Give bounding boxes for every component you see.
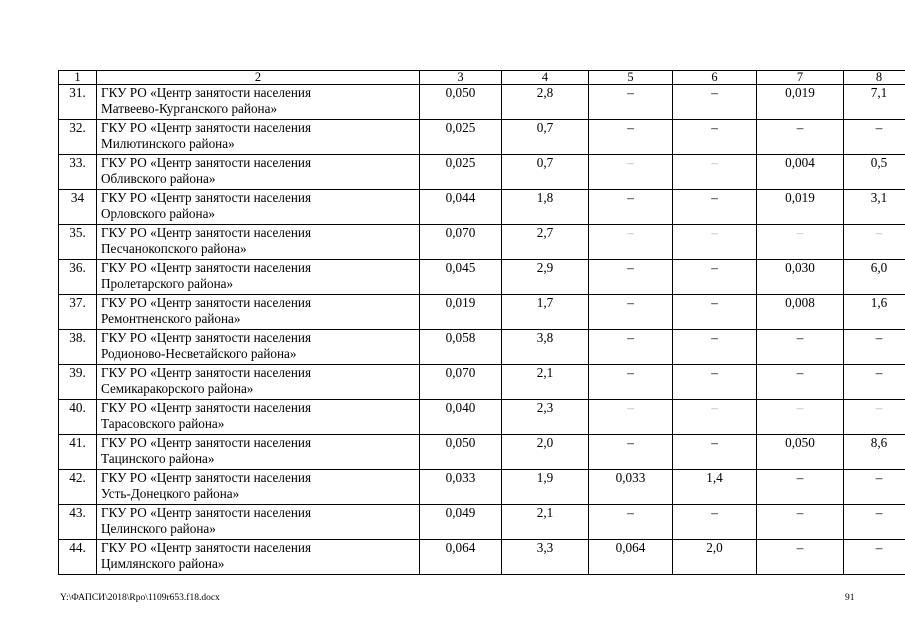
table-row xyxy=(59,85,905,120)
organization-name-cell xyxy=(97,540,420,575)
table-row xyxy=(59,295,905,330)
value-cell-col-3: 0,049 xyxy=(420,505,502,540)
row-number-cell: 39. xyxy=(59,365,97,400)
value-cell-col-4: 2,1 xyxy=(502,505,589,540)
value-cell-col-8: – xyxy=(844,540,905,575)
header-cell: 2 xyxy=(97,71,420,85)
value-cell-col-4: 2,3 xyxy=(502,400,589,435)
value-cell-col-5: – xyxy=(589,365,673,400)
value-cell-col-3: 0,033 xyxy=(420,470,502,505)
row-number-cell: 36. xyxy=(59,260,97,295)
value-cell-col-6: – xyxy=(673,505,757,540)
row-number-cell: 43. xyxy=(59,505,97,540)
header-cell: 7 xyxy=(757,71,844,85)
table-row xyxy=(59,225,905,260)
table-row xyxy=(59,190,905,225)
row-number-cell: 37. xyxy=(59,295,97,330)
header-cell: 4 xyxy=(502,71,589,85)
value-cell-col-4: 0,7 xyxy=(502,155,589,190)
value-cell-col-3: 0,019 xyxy=(420,295,502,330)
value-cell-col-5: – xyxy=(589,330,673,365)
value-cell-col-5: – xyxy=(589,295,673,330)
value-cell-col-3: 0,040 xyxy=(420,400,502,435)
value-cell-col-8: 0,5 xyxy=(844,155,905,190)
organization-name-line-1: ГКУ РО «Центр занятости населения xyxy=(101,190,312,205)
row-number-cell: 42. xyxy=(59,470,97,505)
value-cell-col-7: – xyxy=(757,540,844,575)
organization-name-line-1: ГКУ РО «Центр занятости населения xyxy=(101,365,312,380)
value-cell-col-4: 2,9 xyxy=(502,260,589,295)
value-cell-col-5: – xyxy=(589,260,673,295)
organization-name-line-1: ГКУ РО «Центр занятости населения xyxy=(101,120,312,135)
value-cell-col-6: – xyxy=(673,120,757,155)
organization-name-cell xyxy=(97,155,420,190)
value-cell-col-6: 1,4 xyxy=(673,470,757,505)
value-cell-col-6: – xyxy=(673,260,757,295)
value-cell-col-7: 0,019 xyxy=(757,190,844,225)
value-cell-col-3: 0,025 xyxy=(420,155,502,190)
organization-name-line-2: Орловского района» xyxy=(101,206,216,221)
value-cell-col-7: – xyxy=(757,470,844,505)
value-cell-col-6: – xyxy=(673,225,757,260)
organization-name-cell xyxy=(97,225,420,260)
value-cell-col-5: – xyxy=(589,505,673,540)
table-row xyxy=(59,330,905,365)
organization-name-line-1: ГКУ РО «Центр занятости населения xyxy=(101,435,312,450)
organization-name-line-1: ГКУ РО «Центр занятости населения xyxy=(101,225,312,240)
organization-name-line-1: ГКУ РО «Центр занятости населения xyxy=(101,505,312,520)
value-cell-col-5: – xyxy=(589,435,673,470)
value-cell-col-7: – xyxy=(757,365,844,400)
organization-name-cell xyxy=(97,400,420,435)
value-cell-col-7: 0,050 xyxy=(757,435,844,470)
organization-name-line-1: ГКУ РО «Центр занятости населения xyxy=(101,155,312,170)
value-cell-col-4: 1,7 xyxy=(502,295,589,330)
value-cell-col-7: 0,019 xyxy=(757,85,844,120)
value-cell-col-4: 1,8 xyxy=(502,190,589,225)
header-cell: 1 xyxy=(59,71,97,85)
value-cell-col-5: 0,033 xyxy=(589,470,673,505)
organization-name-cell xyxy=(97,120,420,155)
organization-name-line-2: Семикаракорского района» xyxy=(101,381,254,396)
organization-name-line-2: Усть-Донецкого района» xyxy=(101,486,240,501)
value-cell-col-5: – xyxy=(589,155,673,190)
row-number-cell: 34 xyxy=(59,190,97,225)
value-cell-col-6: 2,0 xyxy=(673,540,757,575)
value-cell-col-8: 1,6 xyxy=(844,295,905,330)
organization-name-line-2: Тарасовского района» xyxy=(101,416,225,431)
table-row xyxy=(59,470,905,505)
row-number-cell: 31. xyxy=(59,85,97,120)
organization-name-line-2: Целинского района» xyxy=(101,521,216,536)
value-cell-col-7: 0,004 xyxy=(757,155,844,190)
value-cell-col-8: – xyxy=(844,120,905,155)
table-row xyxy=(59,400,905,435)
value-cell-col-5: 0,064 xyxy=(589,540,673,575)
table-row xyxy=(59,155,905,190)
table-body xyxy=(59,71,905,575)
row-number-cell: 33. xyxy=(59,155,97,190)
row-number-cell: 44. xyxy=(59,540,97,575)
value-cell-col-8: – xyxy=(844,330,905,365)
organization-name-cell xyxy=(97,505,420,540)
value-cell-col-5: – xyxy=(589,190,673,225)
data-table xyxy=(58,70,905,575)
table-row xyxy=(59,540,905,575)
value-cell-col-7: – xyxy=(757,400,844,435)
value-cell-col-3: 0,070 xyxy=(420,365,502,400)
value-cell-col-3: 0,058 xyxy=(420,330,502,365)
value-cell-col-8: – xyxy=(844,505,905,540)
organization-name-line-1: ГКУ РО «Центр занятости населения xyxy=(101,400,312,415)
value-cell-col-6: – xyxy=(673,85,757,120)
value-cell-col-3: 0,050 xyxy=(420,435,502,470)
value-cell-col-3: 0,045 xyxy=(420,260,502,295)
table-row xyxy=(59,260,905,295)
value-cell-col-6: – xyxy=(673,365,757,400)
organization-name-line-2: Песчанокопского района» xyxy=(101,241,247,256)
value-cell-col-3: 0,070 xyxy=(420,225,502,260)
value-cell-col-7: 0,030 xyxy=(757,260,844,295)
organization-name-line-2: Цимлянского района» xyxy=(101,556,225,571)
value-cell-col-8: 3,1 xyxy=(844,190,905,225)
organization-name-cell xyxy=(97,295,420,330)
value-cell-col-7: – xyxy=(757,225,844,260)
table-row xyxy=(59,435,905,470)
row-number-cell: 32. xyxy=(59,120,97,155)
organization-name-cell xyxy=(97,365,420,400)
header-row xyxy=(59,71,905,85)
row-number-cell: 35. xyxy=(59,225,97,260)
value-cell-col-6: – xyxy=(673,155,757,190)
table-row xyxy=(59,120,905,155)
organization-name-line-1: ГКУ РО «Центр занятости населения xyxy=(101,330,312,345)
value-cell-col-4: 3,8 xyxy=(502,330,589,365)
value-cell-col-8: 6,0 xyxy=(844,260,905,295)
header-cell: 8 xyxy=(844,71,905,85)
value-cell-col-4: 2,8 xyxy=(502,85,589,120)
value-cell-col-8: – xyxy=(844,400,905,435)
organization-name-line-2: Пролетарского района» xyxy=(101,276,234,291)
header-cell: 6 xyxy=(673,71,757,85)
value-cell-col-8: – xyxy=(844,470,905,505)
value-cell-col-8: 8,6 xyxy=(844,435,905,470)
organization-name-cell xyxy=(97,190,420,225)
organization-name-cell xyxy=(97,470,420,505)
organization-name-cell xyxy=(97,260,420,295)
organization-name-line-1: ГКУ РО «Центр занятости населения xyxy=(101,85,312,100)
organization-name-line-1: ГКУ РО «Центр занятости населения xyxy=(101,295,312,310)
organization-name-line-2: Обливского района» xyxy=(101,171,216,186)
organization-name-line-1: ГКУ РО «Центр занятости населения xyxy=(101,540,312,555)
value-cell-col-8: – xyxy=(844,225,905,260)
row-number-cell: 40. xyxy=(59,400,97,435)
value-cell-col-7: – xyxy=(757,120,844,155)
value-cell-col-3: 0,064 xyxy=(420,540,502,575)
value-cell-col-4: 3,3 xyxy=(502,540,589,575)
organization-name-line-1: ГКУ РО «Центр занятости населения xyxy=(101,260,312,275)
value-cell-col-6: – xyxy=(673,295,757,330)
value-cell-col-3: 0,050 xyxy=(420,85,502,120)
value-cell-col-4: 2,7 xyxy=(502,225,589,260)
organization-name-cell xyxy=(97,435,420,470)
row-number-cell: 41. xyxy=(59,435,97,470)
value-cell-col-5: – xyxy=(589,225,673,260)
table-row xyxy=(59,365,905,400)
organization-name-line-2: Ремонтненского района» xyxy=(101,311,241,326)
table-row xyxy=(59,505,905,540)
value-cell-col-7: 0,008 xyxy=(757,295,844,330)
value-cell-col-8: – xyxy=(844,365,905,400)
organization-name-line-2: Родионово-Несветайского района» xyxy=(101,346,297,361)
value-cell-col-6: – xyxy=(673,190,757,225)
organization-name-line-2: Тацинского района» xyxy=(101,451,215,466)
organization-name-line-1: ГКУ РО «Центр занятости населения xyxy=(101,470,312,485)
value-cell-col-7: – xyxy=(757,330,844,365)
value-cell-col-6: – xyxy=(673,400,757,435)
value-cell-col-8: 7,1 xyxy=(844,85,905,120)
organization-name-cell xyxy=(97,85,420,120)
header-cell: 3 xyxy=(420,71,502,85)
organization-name-cell xyxy=(97,330,420,365)
value-cell-col-4: 2,1 xyxy=(502,365,589,400)
footer-file-path: Y:\ФАПСИ\2018\Rpo\1109r653.f18.docx xyxy=(60,593,220,603)
header-cell: 5 xyxy=(589,71,673,85)
organization-name-line-2: Милютинского района» xyxy=(101,136,235,151)
footer-page-number: 91 xyxy=(845,593,855,603)
organization-name-line-2: Матвеево-Курганского района» xyxy=(101,101,278,116)
value-cell-col-3: 0,044 xyxy=(420,190,502,225)
row-number-cell: 38. xyxy=(59,330,97,365)
value-cell-col-5: – xyxy=(589,85,673,120)
value-cell-col-7: – xyxy=(757,505,844,540)
value-cell-col-5: – xyxy=(589,400,673,435)
value-cell-col-6: – xyxy=(673,435,757,470)
value-cell-col-6: – xyxy=(673,330,757,365)
value-cell-col-4: 0,7 xyxy=(502,120,589,155)
value-cell-col-5: – xyxy=(589,120,673,155)
value-cell-col-4: 1,9 xyxy=(502,470,589,505)
value-cell-col-4: 2,0 xyxy=(502,435,589,470)
value-cell-col-3: 0,025 xyxy=(420,120,502,155)
